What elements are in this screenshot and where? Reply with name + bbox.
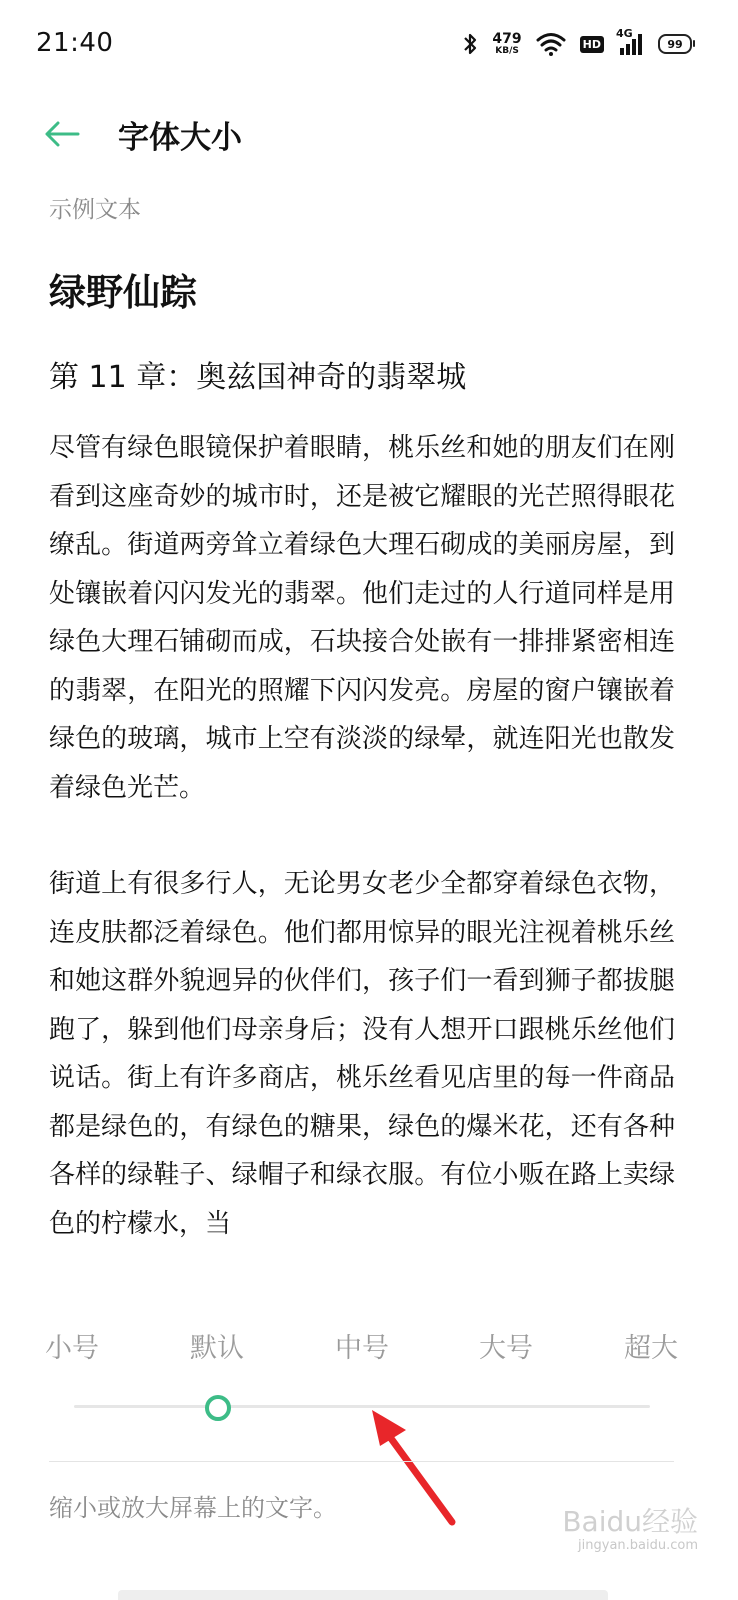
font-size-slider-thumb[interactable] xyxy=(205,1395,231,1421)
signal-icon xyxy=(616,27,644,57)
baidu-watermark xyxy=(562,1500,698,1553)
back-arrow-icon xyxy=(44,120,80,152)
size-option-medium[interactable]: 中号 xyxy=(335,1333,389,1364)
preview-paragraph-1: 尽管有绿色眼镜保护着眼睛，桃乐丝和她的朋友们在刚看到这座奇妙的城市时，还是被它耀眼的光芒照得眼花缭乱。街道两旁耸立着绿色大理石砌成的美丽房屋，到处镶嵌着闪闪发光的翡翠。他们走过的人行道同样是用绿色大理石铺砌而成，石块接合处嵌有一排排紧密相连的翡翠，在阳光的照耀下闪闪发亮。房屋的窗户镶嵌着绿色的玻璃，城市上空有淡淡的绿晕，就连阳光也散发着绿色光芒。 xyxy=(49,433,675,803)
net-speed xyxy=(492,32,521,56)
battery-level: 99 xyxy=(667,37,683,51)
preview-paragraph-2: 街道上有很多行人，无论男女老少全都穿着绿色衣物，连皮肤都泛着绿色。他们都用惊异的眼光注视着桃乐丝和她这群外貌迥异的伙伴们，孩子们一看到狮子都拔腿跑了，躲到他们母亲身后；没有人想开口跟桃乐丝他们说话。街上有许多商店，桃乐丝看见店里的每一件商品都是绿色的，有绿色的糖果，绿色的爆米花，还有各种各样的绿鞋子、绿帽子和绿衣服。有位小贩在路上卖绿色的柠檬水，当 xyxy=(49,869,675,1239)
chapter-title: 第 11 章：奥兹国神奇的翡翠城 xyxy=(49,360,467,395)
hd-badge: HD xyxy=(580,36,604,53)
navigation-bar xyxy=(118,1590,608,1600)
back-button[interactable] xyxy=(40,114,84,158)
status-bar xyxy=(0,0,738,90)
red-arrow-icon xyxy=(360,1400,470,1534)
divider xyxy=(49,1461,674,1462)
status-icons xyxy=(462,28,692,60)
book-title: 绿野仙踪 xyxy=(49,271,197,314)
network-type: 4G xyxy=(616,27,633,40)
watermark-url: jingyan.baidu.com xyxy=(578,1538,698,1553)
hint-text: 缩小或放大屏幕上的文字。 xyxy=(49,1494,337,1522)
sample-text-label: 示例文本 xyxy=(49,197,141,223)
net-speed-value: 479 xyxy=(492,31,522,47)
bluetooth-icon xyxy=(462,31,478,57)
size-option-large[interactable]: 大号 xyxy=(479,1333,533,1364)
net-speed-unit: KB/S xyxy=(495,46,519,56)
status-time: 21:40 xyxy=(36,28,114,58)
watermark-brand: Baidu经验 xyxy=(562,1505,698,1538)
wifi-icon xyxy=(536,32,566,56)
font-size-options xyxy=(0,1326,738,1366)
size-option-small[interactable]: 小号 xyxy=(45,1333,99,1364)
size-option-extra-large[interactable]: 超大 xyxy=(624,1333,678,1364)
header xyxy=(0,100,738,170)
size-option-default[interactable]: 默认 xyxy=(190,1333,244,1364)
page-title: 字体大小 xyxy=(118,120,242,156)
battery-icon xyxy=(658,34,692,54)
